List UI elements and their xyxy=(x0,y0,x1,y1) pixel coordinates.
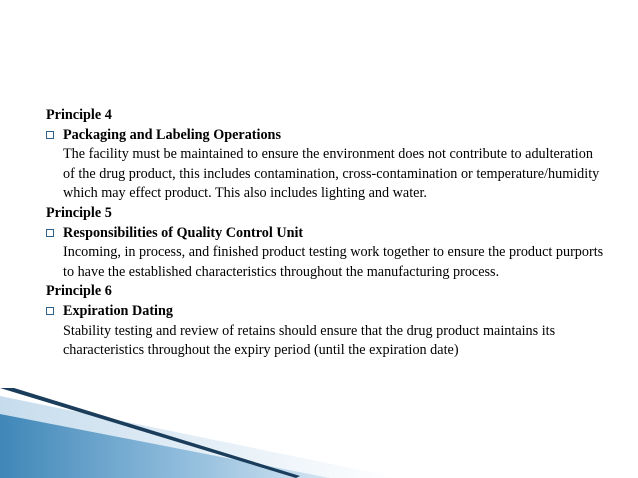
principle-6-heading: Principle 6 xyxy=(46,283,112,300)
principle-5-item xyxy=(46,224,606,283)
principle-5-item-body: Incoming, in process, and finished product testing work together to ensure the product purports to have the established characteristics throughout the manufacturing process. xyxy=(63,244,604,280)
principle-6-item-title: Expiration Dating xyxy=(63,302,173,319)
principle-4-heading: Principle 4 xyxy=(46,107,112,123)
slide-content xyxy=(46,106,606,361)
principle-5-heading: Principle 5 xyxy=(46,204,112,221)
decorative-swoosh xyxy=(0,388,638,478)
square-bullet-icon xyxy=(46,307,54,315)
square-bullet-icon xyxy=(46,229,54,237)
principle-6-item xyxy=(46,302,606,361)
square-bullet-icon xyxy=(46,131,54,139)
principle-5-item-title: Responsibilities of Quality Control Unit xyxy=(63,224,304,241)
principle-4-item-title: Packaging and Labeling Operations xyxy=(63,126,281,143)
principle-6-item-body: Stability testing and review of retains should ensure that the drug product maintains its characteristics throughout the expiry period (until the expiration date) xyxy=(63,322,556,359)
principle-4-item xyxy=(46,126,606,204)
principle-4-item-body: The facility must be maintained to ensure the environment does not contribute to adulteration of the drug product, this includes contamination, cross-contamination or temperature/humidity which may effect product. This also includes lighting and water. xyxy=(63,146,600,202)
